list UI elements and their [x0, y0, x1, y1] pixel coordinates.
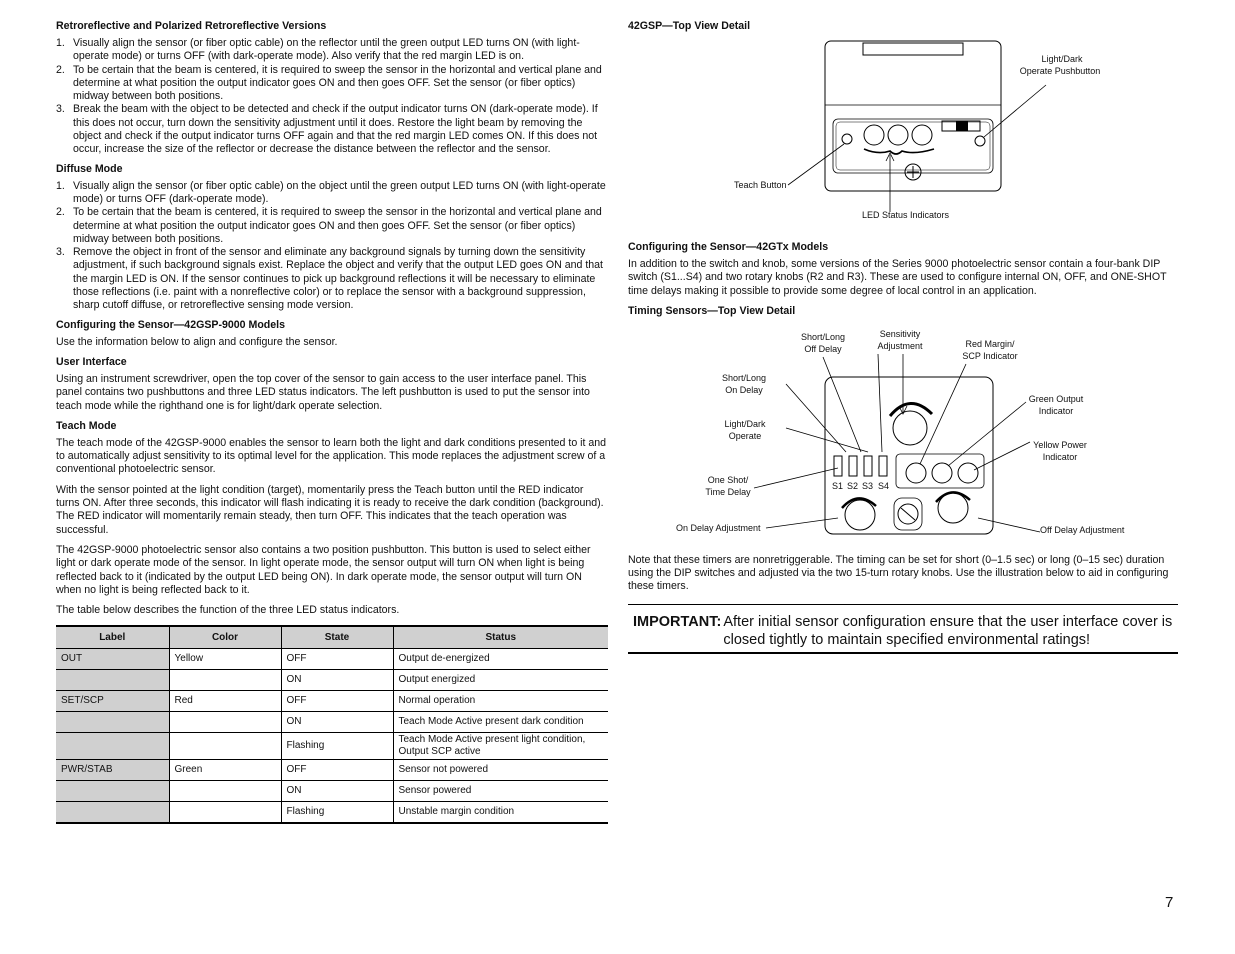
label-led-status: LED Status Indicators — [862, 210, 950, 220]
label-green-output: Indicator — [1038, 405, 1074, 416]
label-teach-button: Teach Button — [734, 180, 787, 190]
table-cell — [56, 670, 169, 691]
label-yellow-power: Yellow Power — [1033, 439, 1087, 450]
table-row — [56, 649, 608, 670]
interface-panel — [833, 119, 993, 173]
ui-heading: User Interface — [56, 355, 127, 368]
top-view-heading: 42GSP—Top View Detail — [628, 20, 751, 32]
label-short-long-on-delay: On Delay — [725, 384, 763, 395]
teach-paragraph: The teach mode of the 42GSP-9000 enables the sensor to learn both the light and dark conditions presented to it and to automatically adjust sensitivity to its optimal level for the application. This mode replaces the adjustment screw of a conventional photoelectric sensor. — [56, 436, 607, 476]
led-indicator — [906, 463, 926, 483]
timer-note: Note that these timers are nonretriggerable. The timing can be set for short (0–1.5 sec) or long (0–15 sec) duration using the DIP switches and adjusted via the two 15-turn rotary knobs. Use the illustration below to aid in configuring these timers. — [628, 553, 1169, 593]
table-cell: Red — [169, 691, 281, 712]
list-item: 3. Remove the object in front of the sensor and eliminate any background signals by turning down the sensitivity adjustment, if such background signals exist. Replace the object and verify that the output LED goes ON and that the margin LED is ON. If the sensor continues to pick up background reflections it will be necessary to eliminate those reflections (i.e. paint with a nonreflective color) or to replace the sensor with a background suppression, sharp cutoff diffuse, or retroreflective sensing mode version. — [56, 246, 603, 312]
table-row — [56, 670, 608, 691]
table-cell: ON — [281, 712, 393, 733]
table-cell — [56, 712, 169, 733]
timing-heading: Timing Sensors—Top View Detail — [628, 304, 796, 317]
table-cell: OFF — [281, 691, 393, 712]
column-header: Status — [393, 626, 608, 649]
label-red-margin: Red Margin/ — [965, 338, 1015, 349]
table-cell: Green — [169, 760, 281, 781]
left-column — [56, 20, 608, 824]
led-indicator — [888, 125, 908, 145]
label-short-long-on-delay: Short/Long — [721, 372, 767, 383]
table-cell: Flashing — [281, 802, 393, 824]
led-status-table — [56, 625, 608, 824]
table-cell: ON — [281, 670, 393, 691]
label-light-dark-operate: Operate — [728, 430, 762, 441]
table-cell — [169, 670, 281, 691]
table-row — [56, 781, 608, 802]
list-item: 2. To be certain that the beam is centered, it is required to sweep the sensor in the horizontal and vertical plane and determine at what position the output indicator goes ON and then goes OFF. Set the sensor (or fiber optics) midway between both positions. — [56, 63, 602, 103]
table-cell — [56, 802, 169, 824]
table-cell: OFF — [281, 760, 393, 781]
table-cell: Output energized — [393, 670, 608, 691]
timing-diagram — [628, 322, 1178, 547]
teach-paragraph: The table below describes the function of the three LED status indicators. — [56, 604, 400, 617]
table-row — [56, 733, 608, 760]
label-red-margin: SCP Indicator — [962, 350, 1018, 361]
ui-text: Using an instrument screwdriver, open the top cover of the sensor to gain access to the user interface panel. This panel contains two pushbuttons and three LED status indicators. The left pushbutton is used to put the sensor into teach mode while the righthand one is for light/dark operate selection. — [56, 372, 590, 412]
led-indicator — [932, 463, 952, 483]
config-heading: Configuring the Sensor—42GSP-9000 Models — [56, 318, 285, 331]
label-light-dark-operate: Light/Dark — [1041, 54, 1083, 64]
list-item: 2. To be certain that the beam is centered, it is required to sweep the sensor in the horizontal and vertical plane and determine at what position the output indicator goes ON and then goes OFF. Set the sensor (or fiber optics) midway between both positions. — [56, 206, 602, 245]
table-cell: Yellow — [169, 649, 281, 670]
table-cell: Teach Mode Active present light condition, Output SCP active — [393, 733, 608, 760]
important-notice — [628, 604, 1178, 654]
list-item: 1. Visually align the sensor (or fiber optic cable) on the object until the green output LED turns ON (with light-operate mode) or turns OFF (dark-operate mode). — [56, 179, 606, 205]
table-cell: Sensor not powered — [393, 760, 608, 781]
retro-heading: Retroreflective and Polarized Retroreflective Versions — [56, 20, 327, 32]
table-cell: OFF — [281, 649, 393, 670]
table-cell: Unstable margin condition — [393, 802, 608, 824]
label-short-long-off-delay: Off Delay — [804, 343, 842, 354]
teach-heading: Teach Mode — [56, 419, 117, 432]
table-cell — [56, 781, 169, 802]
dip-switch — [849, 456, 857, 476]
sensor-window — [863, 43, 963, 55]
table-cell: PWR/STAB — [56, 760, 169, 781]
table-cell: SET/SCP — [56, 691, 169, 712]
right-column — [628, 20, 1178, 654]
dip-label-s4: S4 — [878, 480, 890, 491]
important-text: After initial sensor configuration ensure that the user interface cover is closed tightly to maintain specified environmental ratings! — [723, 613, 1173, 648]
led-indicator — [958, 463, 978, 483]
table-cell: Flashing — [281, 733, 393, 760]
table-cell: Output de-energized — [393, 649, 608, 670]
table-cell — [169, 733, 281, 760]
retro-steps — [56, 37, 608, 157]
label-light-dark-operate: Operate Pushbutton — [1019, 66, 1101, 76]
page-number: 7 — [1165, 894, 1174, 911]
label-green-output: Green Output — [1028, 393, 1084, 404]
label-yellow-power: Indicator — [1042, 451, 1078, 462]
top-view-diagram — [628, 37, 1178, 237]
gtx-text: In addition to the switch and knob, some versions of the Series 9000 photoelectric sensor contain a four-bank DIP switch (S1...S4) and two rotary knobs (R2 and R3). These are used to configure internal ON, OFF, and ONE-SHOT time delays making it possible to provide some degree of local control in an application. — [628, 258, 1167, 297]
led-indicator — [912, 125, 932, 145]
label-light-dark-operate: Light/Dark — [724, 418, 766, 429]
diffuse-heading: Diffuse Mode — [56, 162, 123, 175]
table-cell: OUT — [56, 649, 169, 670]
dip-label-s1: S1 — [832, 480, 844, 491]
dip-label-s2: S2 — [847, 480, 859, 491]
column-header: State — [281, 626, 393, 649]
table-cell: Normal operation — [393, 691, 608, 712]
table-cell — [169, 712, 281, 733]
table-row — [56, 691, 608, 712]
column-header: Label — [56, 626, 169, 649]
table-cell: ON — [281, 781, 393, 802]
table-header-row — [56, 626, 608, 649]
on-delay-knob — [845, 500, 875, 530]
table-cell — [56, 733, 169, 760]
table-cell: Sensor powered — [393, 781, 608, 802]
table-row — [56, 712, 608, 733]
column-header: Color — [169, 626, 281, 649]
table-cell — [169, 781, 281, 802]
label-sensitivity-adjustment: Adjustment — [877, 340, 923, 351]
config-text: Use the information below to align and configure the sensor. — [56, 335, 338, 348]
label-one-shot: One Shot/ — [707, 474, 749, 485]
led-indicator — [864, 125, 884, 145]
dip-switch — [864, 456, 872, 476]
important-label: IMPORTANT: — [633, 613, 722, 630]
dip-switch — [879, 456, 887, 476]
list-item: 1. Visually align the sensor (or fiber optic cable) on the reflector until the green output LED turns ON (with light-operate mode) or turns OFF (with dark-operate mode). Also verify that the red margin LED is on. — [56, 37, 580, 63]
teach-paragraph: The 42GSP-9000 photoelectric sensor also contains a two position pushbutton. This button is used to select either light or dark operate mode of the sensor. In light operate mode, the sensor output will turn ON when light is being reflected back to it (indicated by the output LED being ON). In dark operate mode, the sensor output will turn ON when no light is being reflected back to it. — [56, 543, 591, 596]
sensitivity-knob — [893, 411, 927, 445]
label-on-delay-adjustment: On Delay Adjustment — [676, 522, 761, 533]
table-cell: Teach Mode Active present dark condition — [393, 712, 608, 733]
dip-switch — [834, 456, 842, 476]
label-one-shot: Time Delay — [705, 486, 751, 497]
teach-button — [842, 134, 852, 144]
label-short-long-off-delay: Short/Long — [800, 331, 846, 342]
teach-paragraph: With the sensor pointed at the light condition (target), momentarily press the Teach button until the RED indicator turns ON. After three seconds, this indicator will flash indicating it is ready to receive the dark condition (background). The RED indicator will momentarily remain steady, then turn OFF. This indicates that the teach operation was successful. — [56, 483, 604, 536]
diffuse-steps — [56, 180, 608, 313]
gtx-heading: Configuring the Sensor—42GTx Models — [628, 241, 829, 253]
table-cell — [169, 802, 281, 824]
list-item: 3. Break the beam with the object to be detected and check if the output indicator turns ON (dark-operate mode). If this does not occur, turn down the sensitivity adjustment until it does. Restore the light beam by removing the object and check if the output indicator turns OFF again and that the red margin LED comes ON. If this does not occur, increase the size of the reflector or decrease the distance between the reflector and the sensor. — [56, 103, 598, 156]
label-sensitivity-adjustment: Sensitivity — [879, 328, 921, 339]
table-row — [56, 802, 608, 824]
table-row — [56, 760, 608, 781]
light-dark-pushbutton — [975, 136, 985, 146]
dip-label-s3: S3 — [862, 480, 874, 491]
label-off-delay-adjustment: Off Delay Adjustment — [1040, 524, 1125, 535]
